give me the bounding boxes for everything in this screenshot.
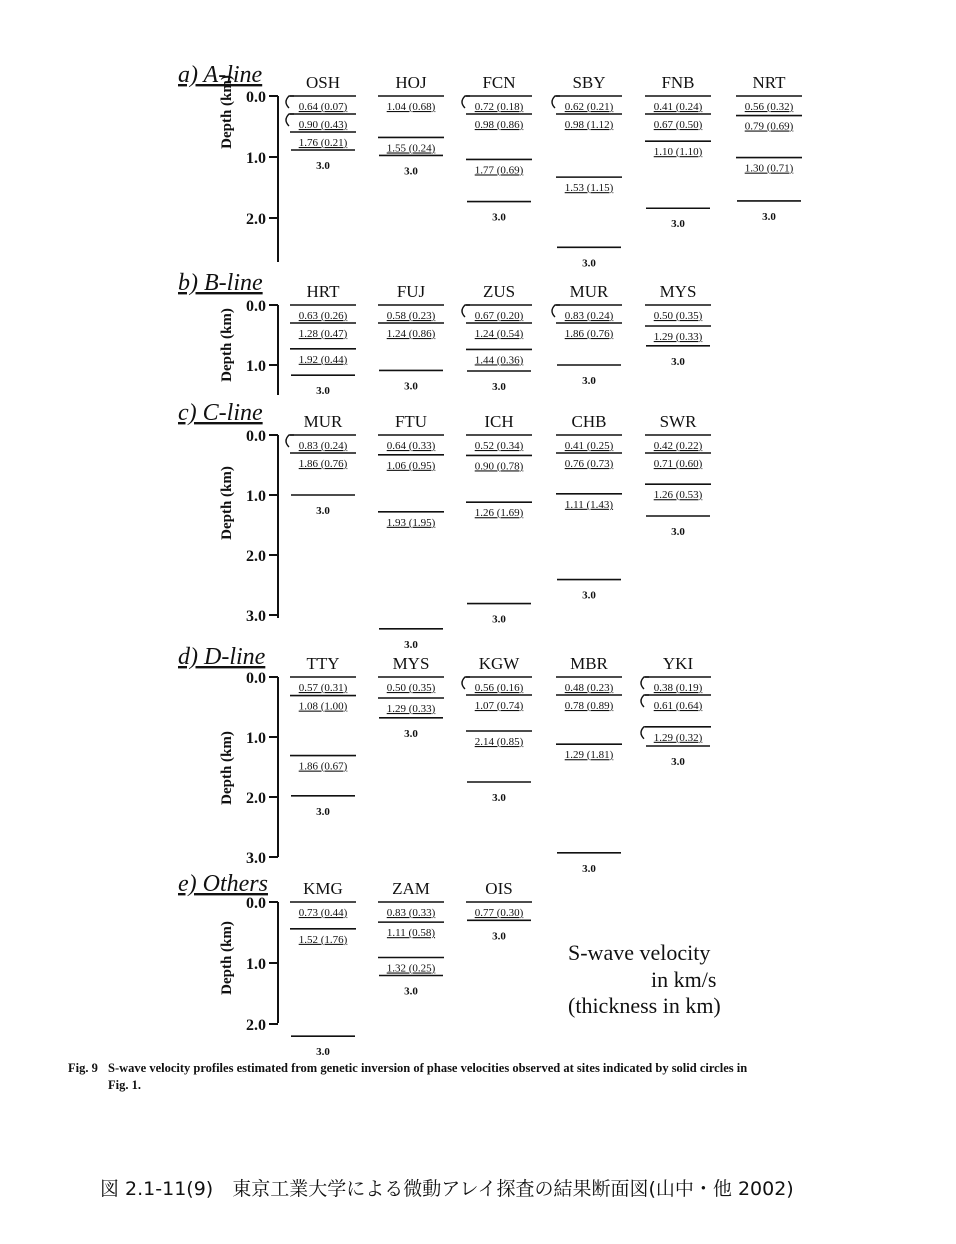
panel-1 bbox=[178, 270, 711, 397]
layer-velocity: 0.61 (0.64) bbox=[653, 700, 703, 712]
site-mys bbox=[645, 282, 711, 368]
halfspace-velocity: 3.0 bbox=[492, 211, 506, 224]
site-ftu bbox=[378, 412, 444, 651]
tick-label: 0.0 bbox=[246, 298, 266, 315]
site-name: MUR bbox=[303, 412, 343, 431]
panel-title: a) A-line bbox=[178, 62, 263, 88]
site-fcn bbox=[462, 73, 532, 224]
site-name: FCN bbox=[482, 73, 516, 92]
layer-velocity: 1.32 (0.25) bbox=[386, 962, 436, 975]
layer-velocity: 0.52 (0.34) bbox=[474, 440, 524, 452]
layer-velocity: 1.26 (0.53) bbox=[653, 489, 703, 502]
layer-velocity: 0.72 (0.18) bbox=[474, 101, 524, 113]
inversion-arrow-icon bbox=[462, 96, 470, 108]
inversion-arrow-icon bbox=[286, 435, 294, 447]
figure-caption bbox=[68, 1060, 918, 1094]
inversion-arrow-icon bbox=[552, 96, 560, 108]
layer-velocity: 1.06 (0.95) bbox=[386, 459, 436, 472]
tick-label: 0.0 bbox=[246, 895, 266, 912]
layer-velocity: 1.44 (0.36) bbox=[474, 354, 524, 367]
site-fnb bbox=[645, 73, 711, 230]
layer-velocity: 0.50 (0.35) bbox=[653, 310, 703, 322]
site-name: ZAM bbox=[392, 879, 430, 898]
layer-velocity: 0.90 (0.78) bbox=[474, 460, 524, 473]
halfspace-velocity: 3.0 bbox=[404, 985, 418, 998]
halfspace-velocity: 3.0 bbox=[404, 727, 418, 740]
tick-label: 2.0 bbox=[246, 1017, 266, 1034]
layer-velocity: 2.14 (0.85) bbox=[474, 736, 524, 748]
panel-title: e) Others bbox=[178, 871, 268, 897]
halfspace-velocity: 3.0 bbox=[671, 756, 685, 768]
layer-velocity: 0.63 (0.26) bbox=[298, 310, 348, 322]
site-name: FUJ bbox=[396, 282, 426, 301]
layer-velocity: 0.64 (0.07) bbox=[298, 101, 348, 113]
site-name: ZUS bbox=[482, 282, 516, 301]
site-name: SBY bbox=[572, 73, 606, 92]
layer-velocity: 1.29 (0.33) bbox=[653, 331, 703, 343]
legend-line-2: in km/s bbox=[651, 967, 717, 992]
tick-label: 0.0 bbox=[246, 670, 266, 687]
site-name: FNB bbox=[661, 73, 695, 92]
panel-title: b) B-line bbox=[178, 270, 263, 296]
tick-label: 2.0 bbox=[246, 211, 266, 228]
layer-velocity: 0.76 (0.73) bbox=[564, 458, 614, 470]
layer-velocity: 0.73 (0.44) bbox=[298, 907, 348, 919]
layer-velocity: 0.78 (0.89) bbox=[564, 700, 614, 712]
layer-velocity: 1.11 (0.58) bbox=[386, 927, 436, 940]
legend-line-1: S-wave velocity bbox=[568, 940, 711, 965]
inversion-arrow-icon bbox=[552, 305, 560, 317]
site-name: FTU bbox=[394, 412, 428, 431]
layer-velocity: 1.24 (0.86) bbox=[386, 328, 436, 340]
layer-velocity: 0.83 (0.24) bbox=[298, 440, 348, 452]
inversion-arrow-icon bbox=[286, 96, 294, 108]
site-name: CHB bbox=[571, 412, 607, 431]
panel-4 bbox=[178, 871, 532, 1058]
site-chb bbox=[556, 412, 622, 602]
tick-label: 2.0 bbox=[246, 548, 266, 565]
tick-label: 1.0 bbox=[246, 150, 266, 167]
halfspace-velocity: 3.0 bbox=[762, 210, 776, 223]
site-name: HRT bbox=[306, 282, 340, 301]
layer-velocity: 1.53 (1.15) bbox=[564, 182, 614, 195]
layer-velocity: 1.77 (0.69) bbox=[474, 164, 524, 177]
site-name: SWR bbox=[659, 412, 697, 431]
halfspace-velocity: 3.0 bbox=[671, 526, 685, 538]
halfspace-velocity: 3.0 bbox=[492, 381, 506, 393]
site-ich bbox=[466, 412, 532, 626]
site-fuj bbox=[378, 282, 444, 392]
axis-label: Depth (km) bbox=[219, 75, 235, 149]
halfspace-velocity: 3.0 bbox=[404, 380, 418, 393]
site-name: KGW bbox=[478, 654, 520, 673]
layer-velocity: 1.86 (0.76) bbox=[298, 458, 348, 470]
site-mur bbox=[286, 412, 356, 517]
layer-velocity: 0.58 (0.23) bbox=[386, 310, 436, 322]
tick-label: 1.0 bbox=[246, 358, 266, 375]
layer-velocity: 0.48 (0.23) bbox=[564, 682, 614, 694]
inversion-arrow-icon bbox=[641, 695, 649, 707]
layer-velocity: 1.26 (1.69) bbox=[474, 507, 524, 520]
layer-velocity: 0.71 (0.60) bbox=[653, 458, 703, 470]
layer-velocity: 0.83 (0.24) bbox=[564, 310, 614, 322]
inversion-arrow-icon bbox=[286, 114, 294, 126]
axis-label: Depth (km) bbox=[219, 731, 235, 805]
site-tty bbox=[290, 654, 356, 818]
layer-velocity: 1.29 (0.32) bbox=[653, 731, 703, 744]
japanese-caption: 図 2.1-11(9) 東京工業大学による微動アレイ探査の結果断面図(山中・他 2002) bbox=[100, 1178, 794, 1200]
layer-velocity: 0.98 (0.86) bbox=[474, 119, 524, 131]
layer-velocity: 1.93 (1.95) bbox=[386, 516, 436, 529]
site-name: MBR bbox=[570, 654, 608, 673]
halfspace-velocity: 3.0 bbox=[671, 355, 685, 368]
site-hrt bbox=[290, 282, 356, 397]
panel-0 bbox=[178, 62, 802, 269]
tick-label: 1.0 bbox=[246, 956, 266, 973]
tick-label: 3.0 bbox=[246, 850, 266, 867]
halfspace-velocity: 3.0 bbox=[316, 385, 330, 398]
layer-velocity: 0.77 (0.30) bbox=[474, 907, 524, 919]
layer-velocity: 1.55 (0.24) bbox=[386, 142, 436, 155]
layer-velocity: 1.86 (0.67) bbox=[298, 760, 348, 773]
layer-velocity: 0.41 (0.25) bbox=[564, 440, 614, 452]
layer-velocity: 0.57 (0.31) bbox=[298, 682, 348, 694]
tick-label: 1.0 bbox=[246, 488, 266, 505]
layer-velocity: 0.67 (0.50) bbox=[653, 119, 703, 131]
layer-velocity: 1.30 (0.71) bbox=[744, 162, 794, 175]
layer-velocity: 1.24 (0.54) bbox=[474, 328, 524, 340]
site-name: ICH bbox=[484, 412, 514, 431]
layer-velocity: 1.28 (0.47) bbox=[298, 328, 348, 340]
inversion-arrow-icon bbox=[641, 727, 649, 739]
layer-velocity: 0.56 (0.32) bbox=[744, 101, 794, 113]
halfspace-velocity: 3.0 bbox=[582, 862, 596, 875]
site-kgw bbox=[462, 654, 532, 804]
layer-velocity: 1.04 (0.68) bbox=[386, 101, 436, 113]
site-name: NRT bbox=[752, 73, 786, 92]
tick-label: 1.0 bbox=[246, 730, 266, 747]
site-name: TTY bbox=[306, 654, 340, 673]
layer-velocity: 1.76 (0.21) bbox=[298, 137, 348, 149]
site-name: HOJ bbox=[395, 73, 427, 92]
layer-velocity: 0.67 (0.20) bbox=[474, 310, 524, 322]
halfspace-velocity: 3.0 bbox=[316, 1046, 330, 1059]
halfspace-velocity: 3.0 bbox=[582, 589, 596, 602]
halfspace-velocity: 3.0 bbox=[404, 638, 418, 651]
tick-label: 0.0 bbox=[246, 89, 266, 106]
site-osh bbox=[286, 73, 356, 172]
halfspace-velocity: 3.0 bbox=[404, 165, 418, 178]
layer-velocity: 0.79 (0.69) bbox=[744, 120, 794, 133]
axis-label: Depth (km) bbox=[219, 466, 235, 540]
tick-label: 2.0 bbox=[246, 790, 266, 807]
panel-2 bbox=[178, 400, 711, 651]
layer-velocity: 1.29 (0.33) bbox=[386, 703, 436, 715]
legend bbox=[568, 940, 721, 1018]
halfspace-velocity: 3.0 bbox=[582, 375, 596, 387]
site-name: MYS bbox=[659, 282, 697, 301]
layer-velocity: 1.52 (1.76) bbox=[298, 933, 348, 946]
site-ois bbox=[466, 879, 532, 942]
caption-text: S-wave velocity profiles estimated from genetic inversion of phase velocities observed at sites indicated by solid circles in bbox=[108, 1061, 748, 1075]
layer-velocity: 0.98 (1.12) bbox=[564, 119, 614, 131]
panel-title: d) D-line bbox=[178, 644, 266, 670]
inversion-arrow-icon bbox=[462, 677, 470, 689]
layer-velocity: 1.10 (1.10) bbox=[653, 146, 703, 159]
inversion-arrow-icon bbox=[641, 677, 649, 689]
panel-title: c) C-line bbox=[178, 400, 263, 426]
layer-velocity: 0.42 (0.22) bbox=[653, 440, 703, 452]
axis-label: Depth (km) bbox=[219, 308, 235, 382]
layer-velocity: 1.86 (0.76) bbox=[564, 328, 614, 340]
layer-velocity: 0.56 (0.16) bbox=[474, 682, 524, 694]
site-name: OSH bbox=[305, 73, 341, 92]
legend-line-3: (thickness in km) bbox=[568, 993, 721, 1018]
halfspace-velocity: 3.0 bbox=[492, 613, 506, 626]
site-mur bbox=[552, 282, 622, 387]
site-name: MUR bbox=[569, 282, 609, 301]
halfspace-velocity: 3.0 bbox=[582, 257, 596, 270]
halfspace-velocity: 3.0 bbox=[492, 930, 506, 943]
inversion-arrow-icon bbox=[462, 305, 470, 317]
layer-velocity: 0.90 (0.43) bbox=[298, 119, 348, 131]
layer-velocity: 1.29 (1.81) bbox=[564, 749, 614, 762]
panels-layer bbox=[178, 62, 802, 1058]
site-mys bbox=[378, 654, 444, 740]
layer-velocity: 0.41 (0.24) bbox=[653, 101, 703, 113]
site-name: YKI bbox=[662, 654, 694, 673]
site-name: MYS bbox=[392, 654, 430, 673]
caption-label: Fig. 9 bbox=[68, 1061, 98, 1075]
site-mbr bbox=[556, 654, 622, 875]
site-kmg bbox=[290, 879, 356, 1058]
layer-velocity: 0.38 (0.19) bbox=[653, 682, 703, 694]
tick-label: 0.0 bbox=[246, 428, 266, 445]
site-swr bbox=[645, 412, 711, 538]
site-name: KMG bbox=[303, 879, 343, 898]
tick-label: 3.0 bbox=[246, 608, 266, 625]
layer-velocity: 0.62 (0.21) bbox=[564, 101, 614, 113]
panel-3 bbox=[178, 644, 711, 875]
layer-velocity: 1.11 (1.43) bbox=[564, 498, 614, 511]
layer-velocity: 1.92 (0.44) bbox=[298, 353, 348, 366]
site-hoj bbox=[378, 73, 444, 177]
site-nrt bbox=[736, 73, 802, 223]
layer-velocity: 0.64 (0.33) bbox=[386, 440, 436, 452]
halfspace-velocity: 3.0 bbox=[671, 218, 685, 231]
site-yki bbox=[641, 654, 711, 768]
halfspace-velocity: 3.0 bbox=[316, 805, 330, 818]
halfspace-velocity: 3.0 bbox=[316, 160, 330, 172]
caption-text-cont: Fig. 1. bbox=[108, 1078, 141, 1092]
halfspace-velocity: 3.0 bbox=[492, 792, 506, 804]
layer-velocity: 1.07 (0.74) bbox=[474, 700, 524, 712]
site-sby bbox=[552, 73, 622, 269]
site-zam bbox=[378, 879, 444, 998]
site-zus bbox=[462, 282, 532, 393]
layer-velocity: 0.83 (0.33) bbox=[386, 907, 436, 919]
axis-label: Depth (km) bbox=[219, 921, 235, 995]
site-name: OIS bbox=[485, 879, 513, 898]
layer-velocity: 0.50 (0.35) bbox=[386, 682, 436, 694]
layer-velocity: 1.08 (1.00) bbox=[298, 700, 348, 713]
halfspace-velocity: 3.0 bbox=[316, 505, 330, 517]
